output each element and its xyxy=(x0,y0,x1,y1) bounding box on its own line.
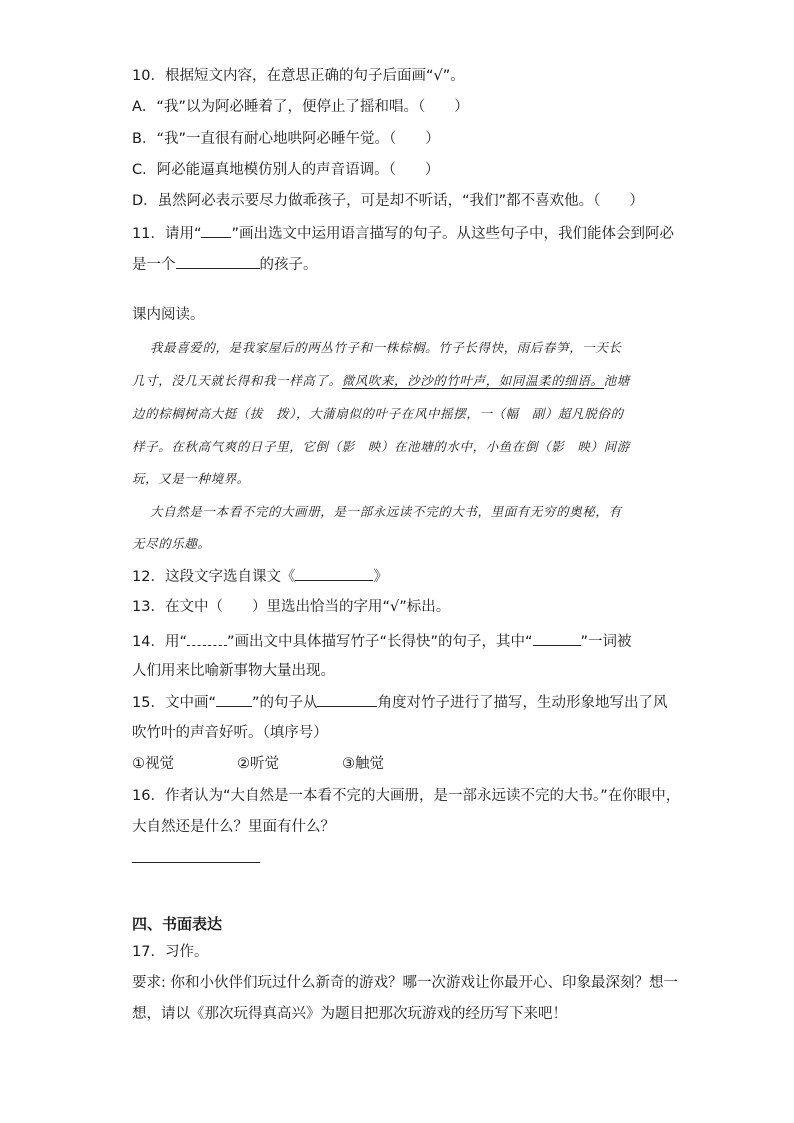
section-heading: 四、书面表达 xyxy=(132,915,223,933)
q15-text-1: 15．文中画“ xyxy=(132,695,216,711)
q11-underline-sample xyxy=(201,223,231,238)
q14-text-1: 14．用“ xyxy=(132,634,187,650)
passage-underlined-sentence: 微风吹来，沙沙的竹叶声，如同温柔的细语。 xyxy=(341,373,604,388)
q12-text-2: 》 xyxy=(373,569,388,585)
q11-text-4: 的孩子。 xyxy=(259,257,318,273)
q11-text-3: 是一个 xyxy=(132,257,176,273)
passage-p1-line3: 边的棕榈树高大挺（拔 拨），大蒲扇似的叶子在风中摇摆，一（幅 副）超凡脱俗的 xyxy=(132,406,624,421)
q17-requirement-line2: 想，请以《那次玩得真高兴》为题目把那次玩游戏的经历写下来吧！ xyxy=(132,1006,567,1022)
q14-line1 xyxy=(132,631,632,652)
q17-requirement-line1: 要求: 你和小伙伴们玩过什么新奇的游戏？哪一次游戏让你最开心、印象最深刻？想一 xyxy=(132,975,678,991)
q12-text-1: 12．这段文字选自课文《 xyxy=(132,569,296,585)
q11-line1 xyxy=(132,223,674,244)
q11-answer-blank[interactable] xyxy=(176,254,260,269)
q14-wavy-sample xyxy=(187,631,227,646)
q11-text-1: 11．请用“ xyxy=(132,226,202,242)
q14-text-2: ”画出文中具体描写竹子“长得快”的句子，其中“ xyxy=(226,634,533,650)
q15-text-2: ”的句子从 xyxy=(251,695,318,711)
q15-text-3: 角度对竹子进行了描写，生动形象地写出了风 xyxy=(377,695,668,711)
passage-p1-line5: 玩，又是一种境界。 xyxy=(132,471,250,486)
q10-option-d: D．虽然阿必表示要尽力做乖孩子，可是却不听话，“我们”都不喜欢他。（ ） xyxy=(132,193,644,209)
q13-line: 13．在文中（ ）里选出恰当的字用“√”标出。 xyxy=(132,599,451,615)
q15-answer-blank[interactable] xyxy=(317,692,377,707)
q17-title: 17．习作。 xyxy=(132,944,209,960)
q15-line2: 吹竹叶的声音好听。（填序号） xyxy=(132,725,328,741)
q15-option-3: ③触觉 xyxy=(342,756,384,772)
q16-line2: 大自然还是什么？里面有什么？ xyxy=(132,819,335,835)
passage-p1-line2 xyxy=(132,371,630,391)
q10-option-c: C．阿必能逼真地模仿别人的声音语调。（ ） xyxy=(132,162,440,178)
passage-p2-line2: 无尽的乐趣。 xyxy=(132,536,211,551)
passage-p1-line4: 样子。在秋高气爽的日子里，它倒（影 映）在池塘的水中，小鱼在倒（影 映）间游 xyxy=(132,439,630,454)
q14-line2: 人们用来比喻新事物大量出现。 xyxy=(132,663,335,679)
q10-option-b: B．“我”一直很有耐心地哄阿必睡午觉。（ ） xyxy=(132,131,440,147)
q15-option-1: ①视觉 xyxy=(132,756,174,772)
q11-text-2: ”画出选文中运用语言描写的句子。从这些句子中，我们能体会到阿必 xyxy=(231,226,674,242)
passage-text: 几寸，没几天就长得和我一样高了。 xyxy=(132,373,342,388)
reading-title: 课内阅读。 xyxy=(132,307,205,323)
q15-underline-sample xyxy=(216,692,252,707)
q15-line1 xyxy=(132,692,667,713)
passage-p1-line1: 我最喜爱的，是我家屋后的两丛竹子和一株棕榈。竹子长得快，雨后春笋，一天长 xyxy=(150,340,622,355)
q14-answer-blank[interactable] xyxy=(533,631,581,646)
q12-answer-blank[interactable] xyxy=(295,566,373,581)
q14-text-3: ”一词被 xyxy=(580,634,632,650)
q10-stem: 10．根据短文内容，在意思正确的句子后面画“√”。 xyxy=(132,68,465,84)
q16-answer-line[interactable] xyxy=(132,862,260,863)
q12-line xyxy=(132,566,388,587)
q15-option-2: ②听觉 xyxy=(237,756,279,772)
passage-text: 池塘 xyxy=(603,373,630,388)
q10-option-a: A．“我”以为阿必睡着了，便停止了摇和唱。（ ） xyxy=(132,99,469,115)
q11-line2 xyxy=(132,254,318,275)
passage-p2-line1: 大自然是一本看不完的大画册，是一部永远读不完的大书，里面有无穷的奥秘，有 xyxy=(150,504,622,519)
q16-line1: 16．作者认为“大自然是一本看不完的大画册，是一部永远读不完的大书。”在你眼中， xyxy=(132,788,681,804)
